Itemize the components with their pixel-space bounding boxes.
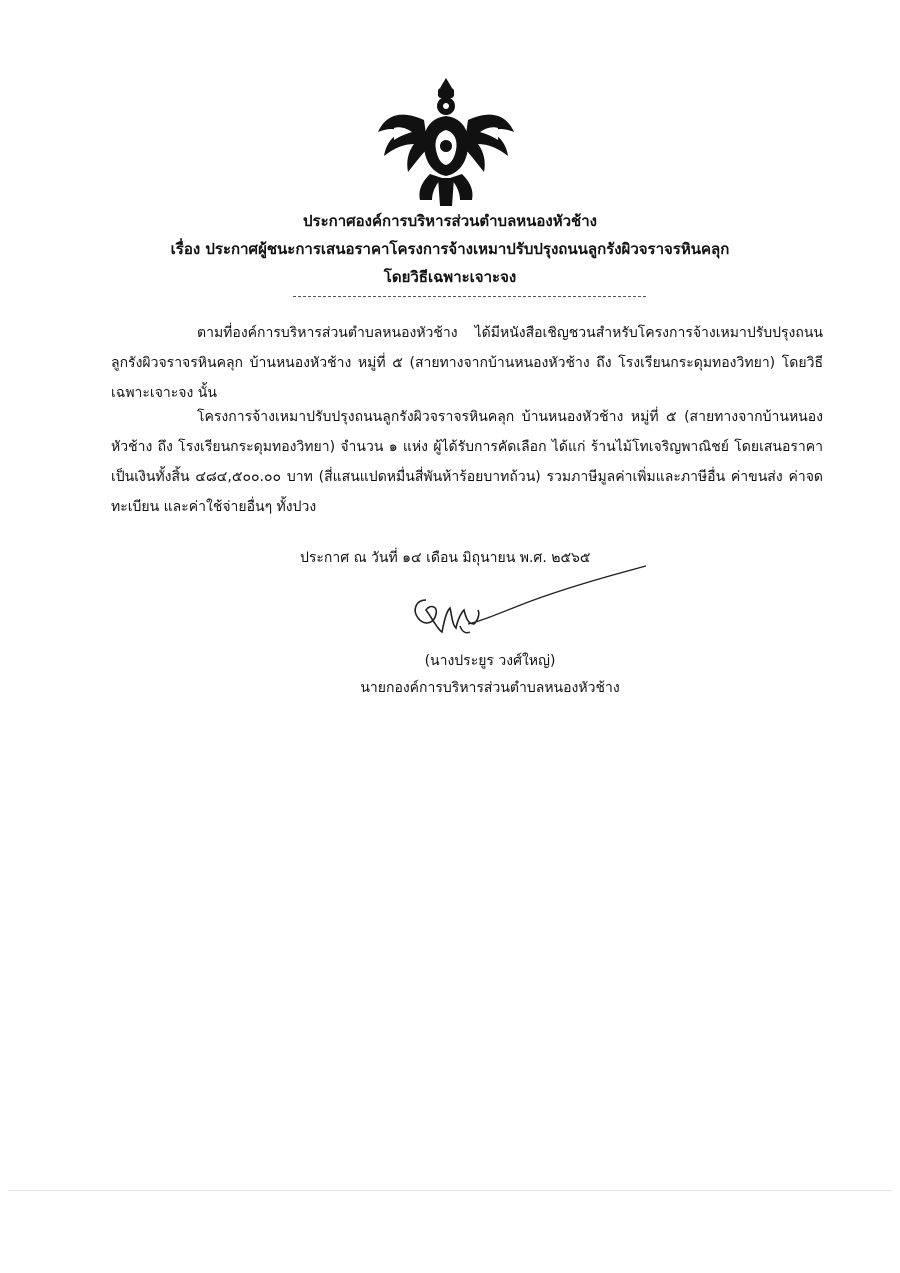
- dashed-divider: [293, 296, 646, 297]
- document-title: ประกาศองค์การบริหารส่วนตำบลหนองหัวช้าง: [303, 212, 597, 230]
- signer-name: (นางประยูร วงศ์ใหญ่): [424, 653, 556, 669]
- document-subject: เรื่อง ประกาศผู้ชนะการเสนอราคาโครงการจ้างเหมาปรับปรุงถนนลูกรังผิวจราจรหินคลุก: [170, 240, 730, 258]
- handwritten-signature: [408, 560, 648, 635]
- page-bottom-line: [8, 1190, 892, 1191]
- body-paragraph-1: ตามที่องค์การบริหารส่วนตำบลหนองหัวช้าง ได้มีหนังสือเชิญชวนสำหรับโครงการจ้างเหมาปรับปรุงถนนลูกรังผิวจราจรหินคลุก บ้านหนองหัวช้าง หมู่ที่ ๕ (สายทางจากบ้านหนองหัวช้าง ถึง โรงเรียนกระดุมทองวิทยา) โดยวิธีเฉพาะเจาะจง นั้น: [111, 325, 823, 401]
- body-paragraph-2: โครงการจ้างเหมาปรับปรุงถนนลูกรังผิวจราจรหินคลุก บ้านหนองหัวช้าง หมู่ที่ ๕ (สายทางจากบ้านหนองหัวช้าง ถึง โรงเรียนกระดุมทองวิทยา) จำนวน ๑ แห่ง ผู้ได้รับการคัดเลือก ได้แก่ ร้านไม้โทเจริญพาณิชย์ โดยเสนอราคาเป็นเงินทั้งสิ้น ๔๘๔,๕๐๐.๐๐ บาท (สี่แสนแปดหมื่นสี่พันห้าร้อยบาทถ้วน) รวมภาษีมูลค่าเพิ่มและภาษีอื่น ค่าขนส่ง ค่าจดทะเบียน และค่าใช้จ่ายอื่นๆ ทั้งปวง: [111, 409, 823, 515]
- announcement-date: ประกาศ ณ วันที่ ๑๔ เดือน มิถุนายน พ.ศ. ๒๕๖๕: [300, 550, 591, 566]
- garuda-emblem-icon: [372, 70, 520, 210]
- procurement-method: โดยวิธีเฉพาะเจาะจง: [383, 268, 517, 286]
- signer-title: นายกองค์การบริหารส่วนตำบลหนองหัวช้าง: [360, 680, 620, 696]
